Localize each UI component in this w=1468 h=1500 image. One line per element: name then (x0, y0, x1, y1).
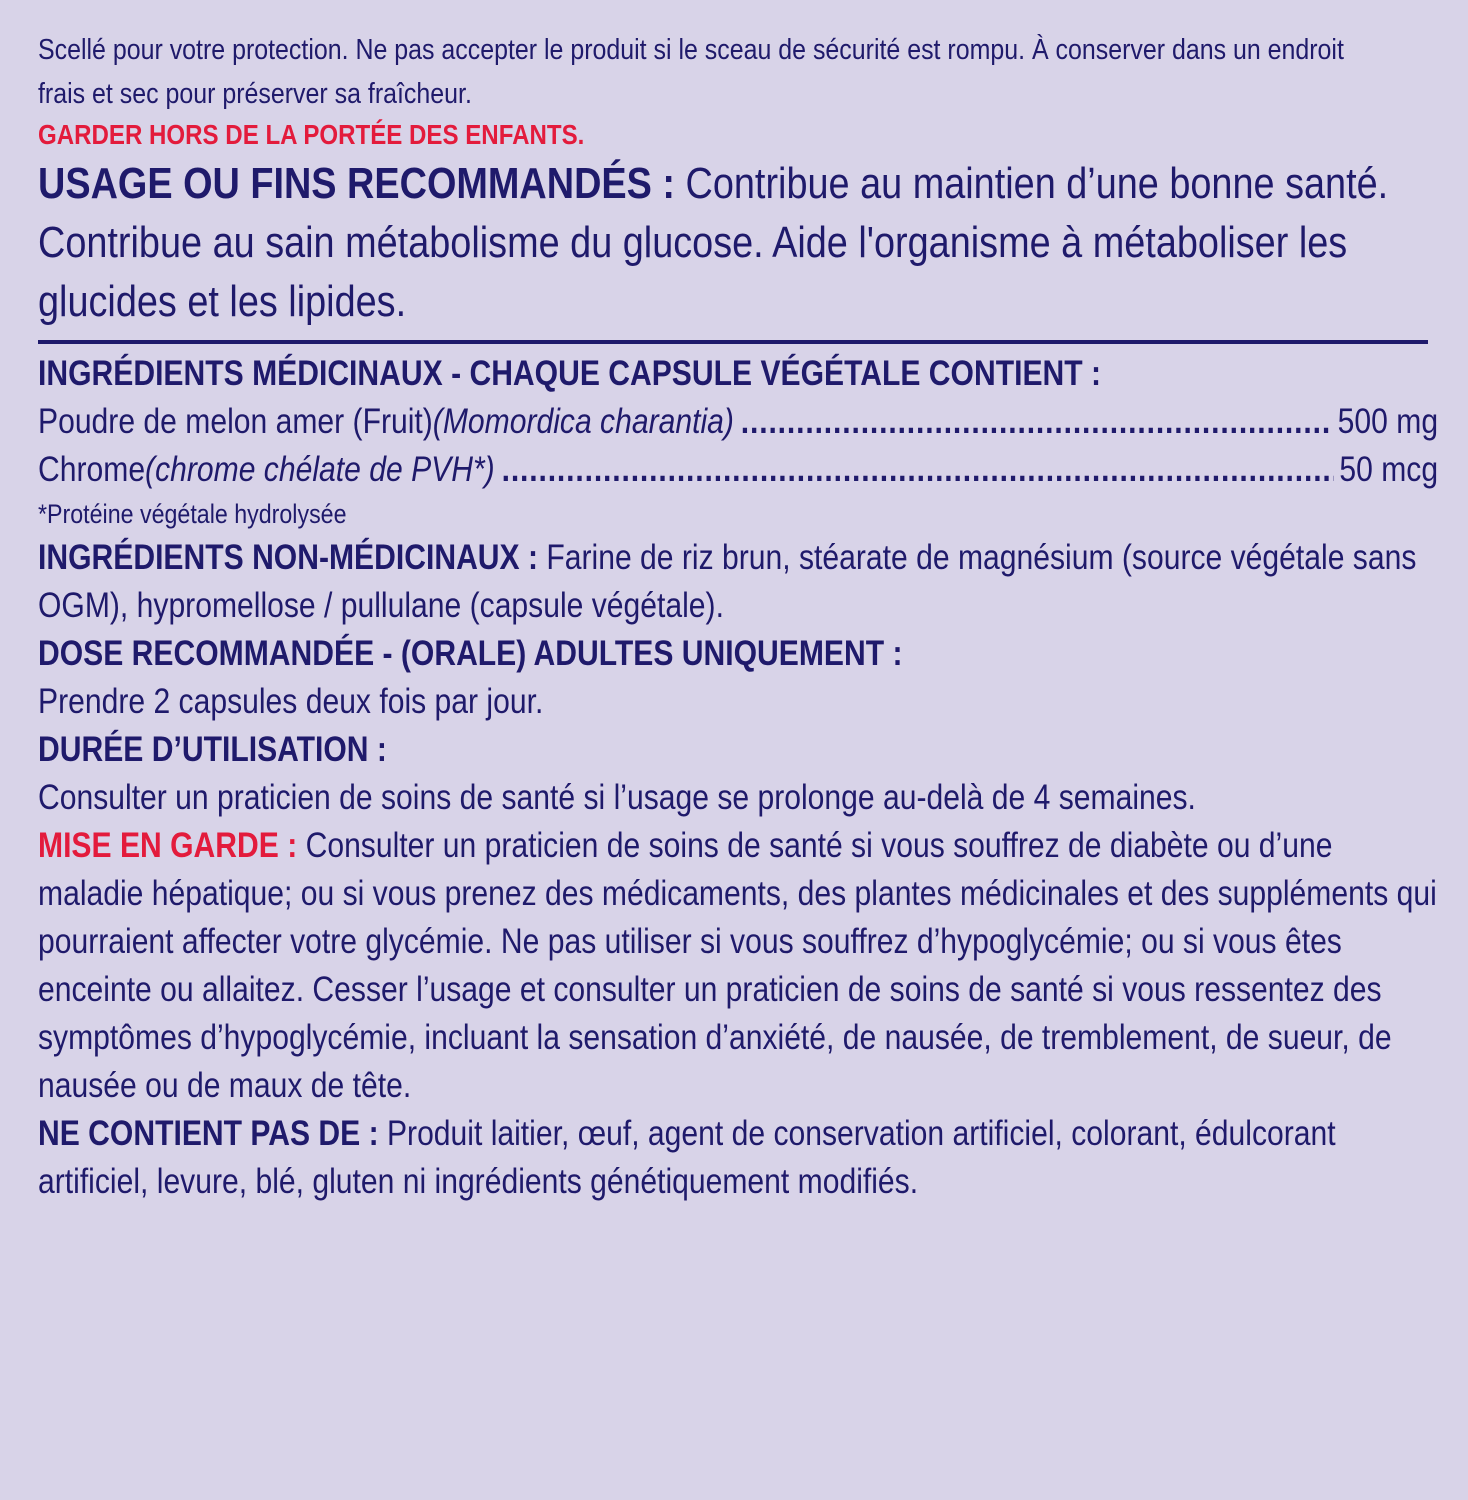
leader-dots (741, 398, 1333, 446)
section-divider (38, 340, 1428, 344)
duration-heading: DURÉE D’UTILISATION : (38, 730, 387, 769)
dose-text: Prendre 2 capsules deux fois par jour. (38, 682, 544, 721)
non-medicinal-text: Farine de riz brun, stéarate de magnésium (source végétale sans OGM), hypromellose / pullulane (capsule végétale). (38, 538, 1417, 625)
warning-heading: MISE EN GARDE : (38, 826, 298, 865)
ingredient-row (38, 398, 1438, 446)
free-from-heading: NE CONTIENT PAS DE : (38, 1114, 379, 1153)
ingredient-name: Chrome (38, 450, 146, 489)
ingredient-amount: 50 mcg (1339, 450, 1439, 489)
ingredient-latin: (Momordica charantia) (432, 402, 734, 441)
usage-text: Contribue au maintien d’une bonne santé. Contribue au sain métabolisme du glucose. Aide l'organisme à métaboliser les glucides et les lipides. (38, 159, 1389, 326)
warning-section (38, 822, 1438, 1110)
free-from-section (38, 1110, 1438, 1206)
ingredient-row (38, 446, 1438, 494)
ingredient-latin: (chrome chélate de PVH*) (145, 450, 495, 489)
ingredient-footnote: *Protéine végétale hydrolysée (38, 499, 347, 529)
duration-text: Consulter un praticien de soins de santé si l’usage se prolonge au-delà de 4 semaines. (38, 778, 1196, 817)
seal-notice: Scellé pour votre protection. Ne pas accepter le produit si le sceau de sécurité est rompu. À conserver dans un endroit frais et sec pour préserver sa fraîcheur. (38, 34, 1344, 110)
usage-heading: USAGE OU FINS RECOMMANDÉS : (38, 159, 676, 208)
medicinal-heading: INGRÉDIENTS MÉDICINAUX - CHAQUE CAPSULE VÉGÉTALE CONTIENT : (38, 354, 1102, 393)
warning-text: Consulter un praticien de soins de santé si vous souffrez de diabète ou d’une maladie hépatique; ou si vous prenez des médicaments, des plantes médicinales et des suppléments qui pourraient affecter votre glycémie. Ne pas utiliser si vous souffrez d’hypoglycémie; ou si vous êtes enceinte ou allaitez. Cesser l’usage et consulter un praticien de soins de santé si vous ressentez des symptômes d’hypoglycémie, incluant la sensation d’anxiété, de nausée, de tremblement, de sueur, de nausée ou de maux de tête. (38, 826, 1437, 1105)
non-medicinal-section (38, 534, 1438, 630)
dose-heading: DOSE RECOMMANDÉE - (ORALE) ADULTES UNIQUEMENT : (38, 634, 903, 673)
usage-section (38, 154, 1431, 331)
leader-dots (502, 446, 1335, 494)
details-section (38, 350, 1438, 1206)
ingredient-amount: 500 mg (1337, 402, 1439, 441)
free-from-text: Produit laitier, œuf, agent de conservation artificiel, colorant, édulcorant artificiel, levure, blé, gluten ni ingrédients génétiquement modifiés. (38, 1114, 1336, 1201)
non-medicinal-heading: INGRÉDIENTS NON-MÉDICINAUX : (38, 538, 539, 577)
ingredient-name: Poudre de melon amer (Fruit) (38, 402, 433, 441)
keep-away-warning: GARDER HORS DE LA PORTÉE DES ENFANTS. (38, 119, 585, 150)
